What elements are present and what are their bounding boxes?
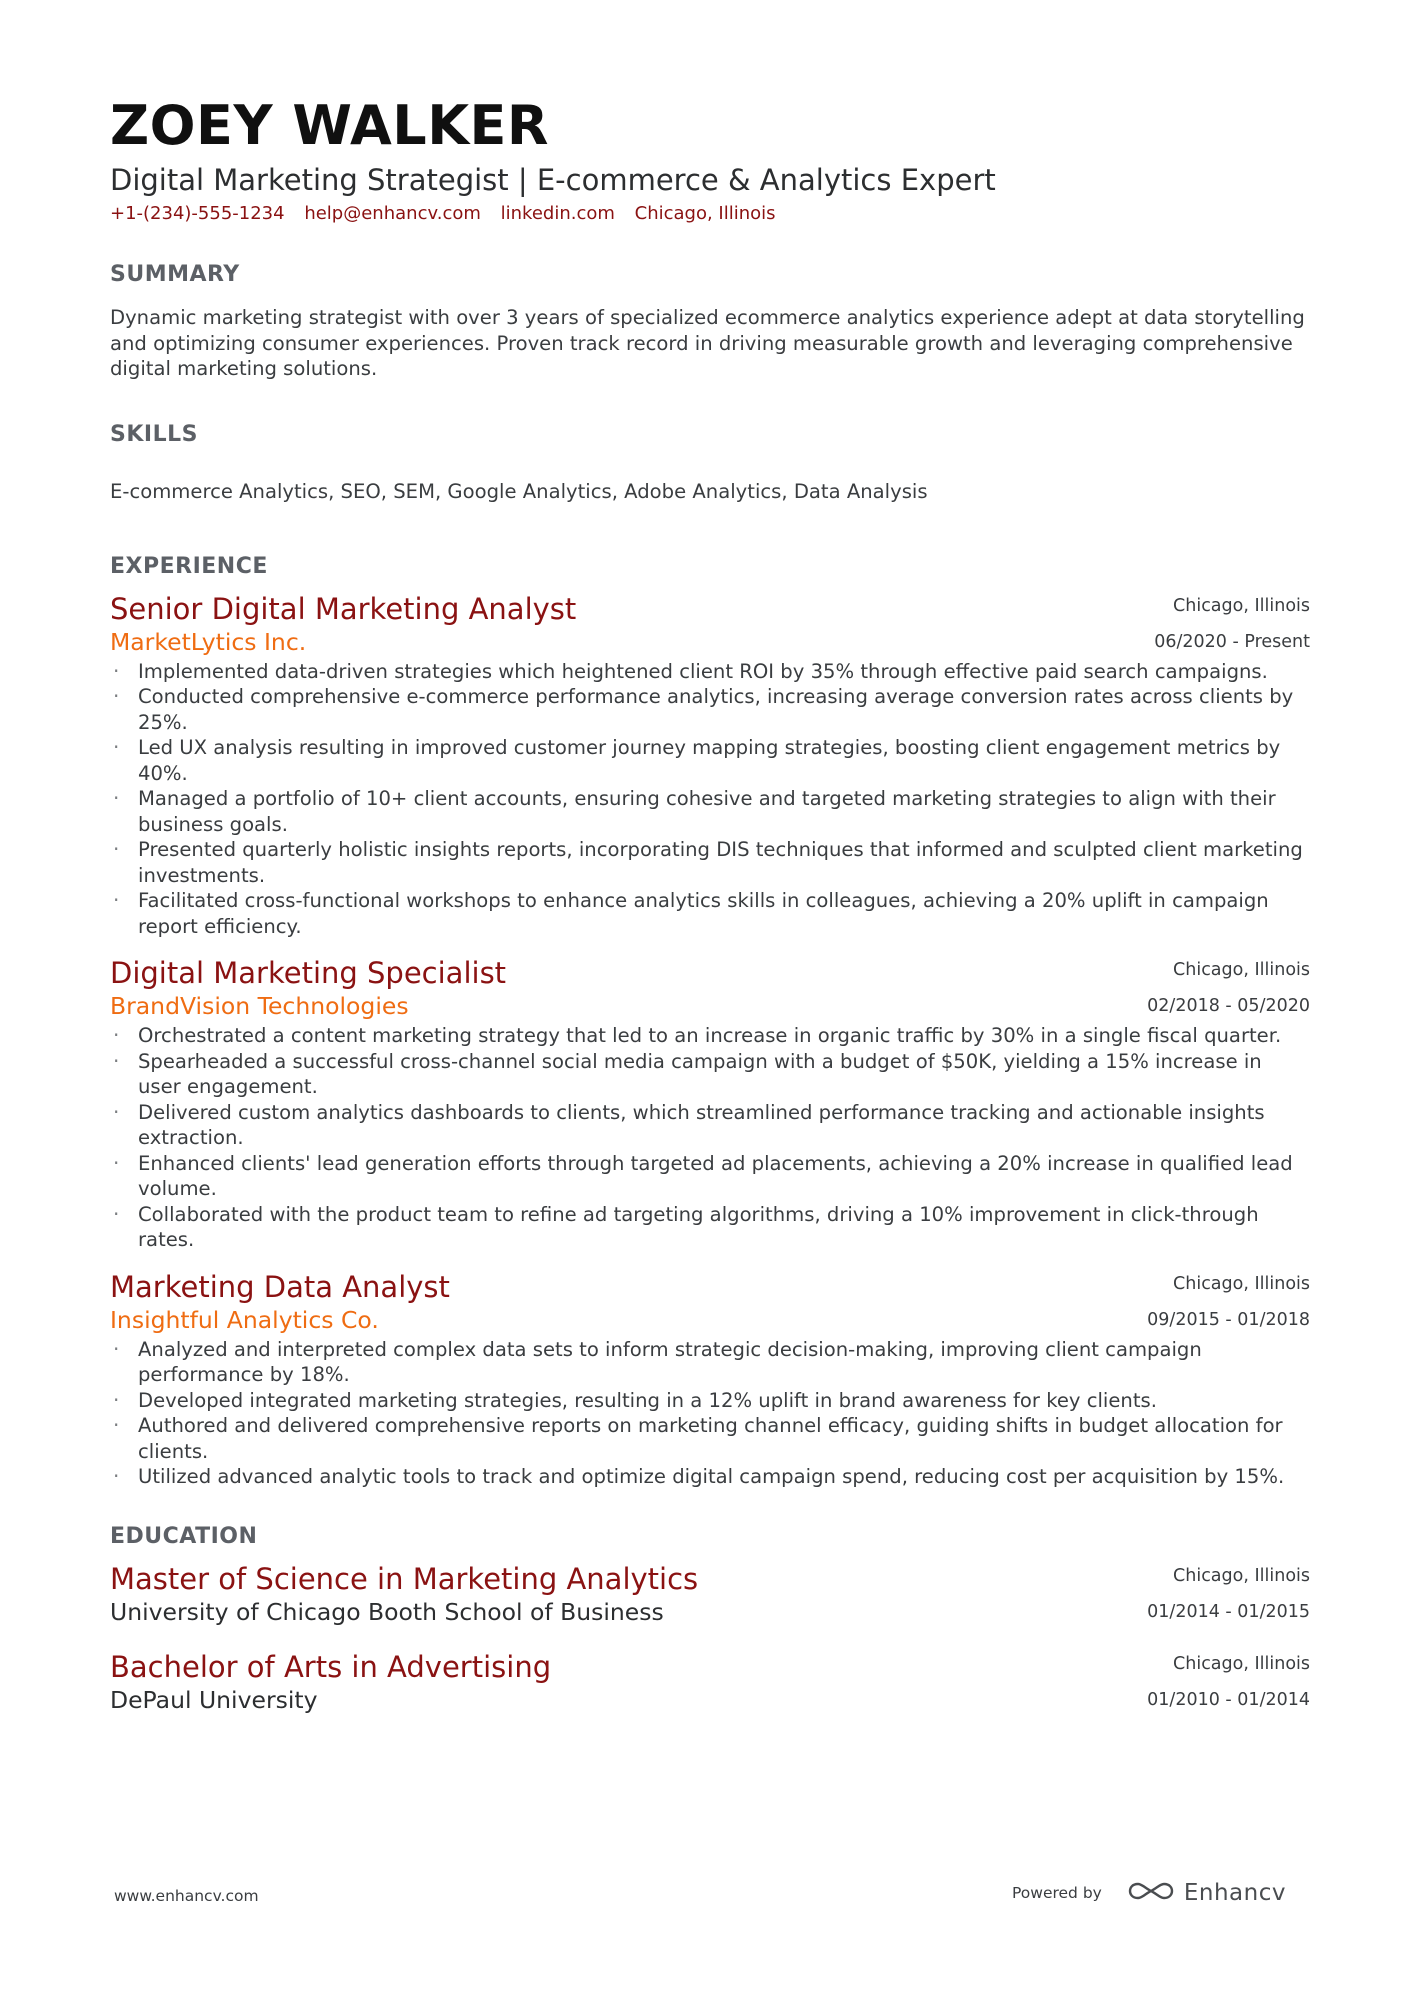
job-dates: 06/2020 - Present [1154, 631, 1310, 652]
achievement-list [110, 1023, 1310, 1253]
contact-phone[interactable]: +1-(234)-555-1234 [110, 203, 285, 224]
degree-title: Bachelor of Arts in Advertising [110, 1649, 552, 1684]
experience-entry [110, 591, 1310, 940]
education-entry [110, 1649, 1310, 1715]
achievement-item: · Led UX analysis resulting in improved customer journey mapping strategies, boosting client engagement metrics by 40%. [110, 735, 1310, 786]
footer-branding [1012, 1873, 1286, 1913]
company-name: MarketLytics Inc. [110, 627, 307, 656]
school-name: DePaul University [110, 1685, 318, 1714]
achievement-item: · Implemented data-driven strategies which heightened client ROI by 35% through effective paid search campaigns. [110, 659, 1310, 685]
achievement-item: · Orchestrated a content marketing strategy that led to an increase in organic traffic by 30% in a single fiscal quarter. [110, 1023, 1310, 1049]
achievement-item: · Analyzed and interpreted complex data sets to inform strategic decision-making, improving client campaign performance by 18%. [110, 1337, 1310, 1388]
achievement-item: · Managed a portfolio of 10+ client accounts, ensuring cohesive and targeted marketing strategies to align with their business goals. [110, 786, 1310, 837]
powered-by-label: Powered by [1012, 1884, 1102, 1902]
summary-text: Dynamic marketing strategist with over 3 years of specialized ecommerce analytics experience adept at data storytelling and optimizing consumer experiences. Proven track record in driving measurable growth and leveraging comprehensive digital marketing solutions. [110, 306, 1305, 380]
achievement-item: · Spearheaded a successful cross-channel social media campaign with a budget of $50K, yielding a 15% increase in user engagement. [110, 1049, 1310, 1100]
achievement-item: · Facilitated cross-functional workshops to enhance analytics skills in colleagues, achieving a 20% uplift in campaign report efficiency. [110, 888, 1310, 939]
education-heading: EDUCATION [110, 1523, 258, 1549]
candidate-headline: Digital Marketing Strategist | E-commerce & Analytics Expert [110, 163, 996, 197]
experience-entry [110, 1269, 1310, 1490]
enhancv-logo-icon [1128, 1879, 1174, 1907]
job-location: Chicago, Illinois [1173, 960, 1310, 980]
job-location: Chicago, Illinois [1173, 595, 1310, 616]
footer-website[interactable]: www.enhancv.com [114, 1887, 259, 1905]
achievement-item: · Utilized advanced analytic tools to track and optimize digital campaign spend, reducing cost per acquisition by 15%. [110, 1464, 1310, 1490]
brand-name: Enhancv [1183, 1880, 1286, 1906]
achievement-item: · Authored and delivered comprehensive reports on marketing channel efficacy, guiding shifts in budget allocation for clients. [110, 1413, 1310, 1464]
experience-heading: EXPERIENCE [110, 553, 268, 579]
school-dates: 01/2010 - 01/2014 [1147, 1689, 1310, 1710]
job-dates: 09/2015 - 01/2018 [1147, 1309, 1310, 1330]
job-title: Senior Digital Marketing Analyst [110, 591, 577, 626]
job-title: Digital Marketing Specialist [110, 956, 507, 990]
achievement-item: · Conducted comprehensive e-commerce performance analytics, increasing average conversion rates across clients by 25%. [110, 684, 1310, 735]
achievement-list [110, 659, 1310, 940]
education-entry [110, 1561, 1310, 1627]
job-location: Chicago, Illinois [1173, 1273, 1310, 1294]
candidate-name: ZOEY WALKER [110, 94, 550, 157]
achievement-list [110, 1337, 1310, 1490]
achievement-item: · Enhanced clients' lead generation efforts through targeted ad placements, achieving a 20% increase in qualified lead volume. [110, 1151, 1310, 1202]
skills-text: E-commerce Analytics, SEO, SEM, Google Analytics, Adobe Analytics, Data Analysis [110, 479, 928, 503]
school-dates: 01/2014 - 01/2015 [1147, 1601, 1310, 1622]
summary-heading: SUMMARY [110, 262, 240, 287]
contact-email[interactable]: help@enhancv.com [304, 203, 481, 224]
school-name: University of Chicago Booth School of Business [110, 1597, 664, 1626]
contact-linkedin[interactable]: linkedin.com [500, 203, 615, 224]
degree-title: Master of Science in Marketing Analytics [110, 1561, 699, 1596]
achievement-item: · Developed integrated marketing strategies, resulting in a 12% uplift in brand awareness for key clients. [110, 1388, 1310, 1414]
school-location: Chicago, Illinois [1173, 1565, 1310, 1586]
company-name: BrandVision Technologies [110, 992, 409, 1020]
skills-heading: SKILLS [110, 421, 198, 447]
resume-content [110, 94, 1310, 1715]
achievement-item: · Presented quarterly holistic insights reports, incorporating DIS techniques that informed and sculpted client marketing investments. [110, 837, 1310, 888]
school-location: Chicago, Illinois [1173, 1653, 1310, 1674]
job-title: Marketing Data Analyst [110, 1269, 450, 1304]
contact-location: Chicago, Illinois [634, 203, 776, 224]
company-name: Insightful Analytics Co. [110, 1305, 379, 1334]
contact-line [110, 202, 1310, 226]
experience-entry [110, 955, 1310, 1253]
achievement-item: · Delivered custom analytics dashboards to clients, which streamlined performance tracking and actionable insights extraction. [110, 1100, 1310, 1151]
job-dates: 02/2018 - 05/2020 [1147, 996, 1310, 1016]
achievement-item: · Collaborated with the product team to refine ad targeting algorithms, driving a 10% improvement in click-through rates. [110, 1202, 1310, 1253]
